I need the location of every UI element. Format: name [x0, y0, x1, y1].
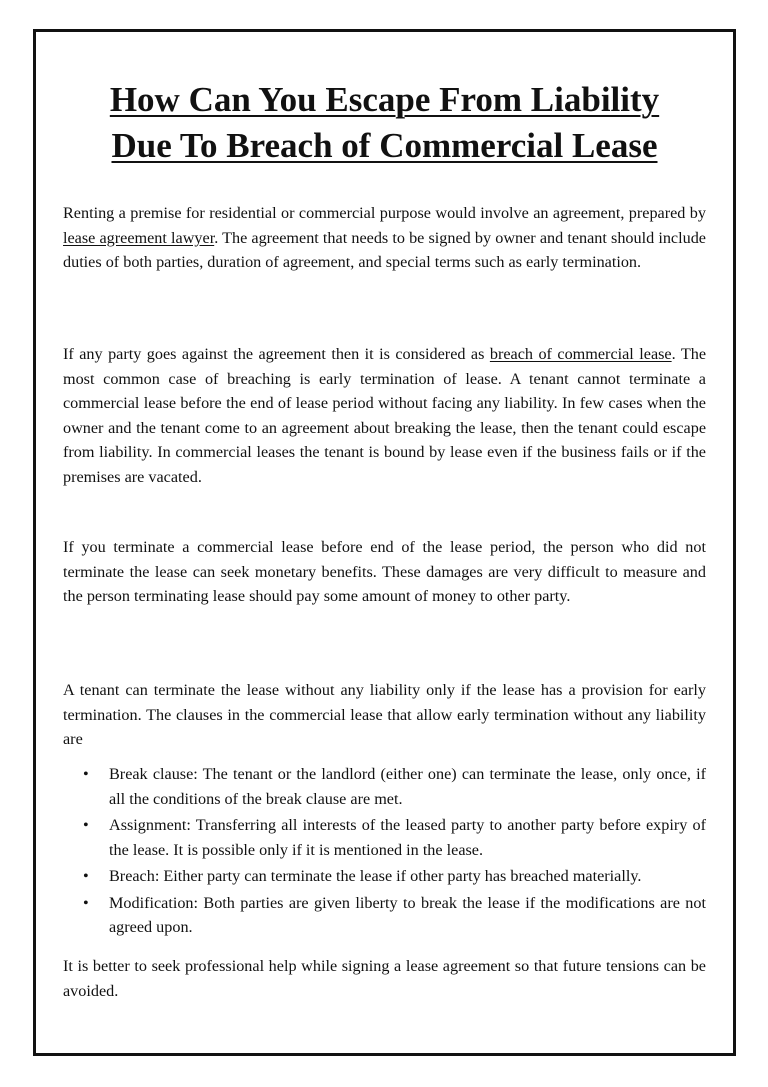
- paragraph-conclusion-text: It is better to seek professional help while signing a lease agreement so that future tensions can be avoided.: [63, 957, 706, 1000]
- paragraph-breach-text-b: . The most common case of breaching is early termination of lease. A tenant cannot terminate a commercial lease before the end of lease period without facing any liability. In few cases when the owner and the tenant come to an agreement about breaking the lease, then the tenant could escape from liability. In commercial leases the tenant is bound by lease even if the business fails or if the premises are vacated.: [63, 345, 707, 486]
- title-line-1: How Can You Escape From Liability: [109, 80, 660, 119]
- list-item-text: Assignment: Transferring all interests of the leased party to another party before expiry of the lease. It is possible only if it is mentioned in the lease.: [109, 816, 706, 859]
- bullet-icon: •: [83, 893, 89, 912]
- list-item: [63, 891, 706, 940]
- breach-of-commercial-lease-link[interactable]: breach of commercial lease: [489, 345, 672, 363]
- bullet-icon: •: [83, 816, 89, 834]
- bullet-icon: •: [83, 867, 89, 885]
- document-title: [36, 77, 733, 169]
- paragraph-termination-text: If you terminate a commercial lease before end of the lease period, the person who did not terminate the lease can seek monetary benefits. These damages are very difficult to measure and the person terminating lease should pay some amount of money to other party.: [63, 538, 706, 605]
- paragraph-intro: [63, 201, 706, 275]
- paragraph-clauses-intro: [63, 678, 706, 752]
- title-line-2: Due To Breach of Commercial Lease: [111, 126, 658, 165]
- paragraph-clauses-intro-text: A tenant can terminate the lease without any liability only if the lease has a provision for early termination. The clauses in the commercial lease that allow early termination without any liability are: [63, 681, 706, 748]
- list-item-text: Breach: Either party can terminate the lease if other party has breached materially.: [109, 867, 642, 885]
- list-item-text: Modification: Both parties are given liberty to break the lease if the modifications are not agreed upon.: [109, 893, 706, 936]
- lease-agreement-lawyer-link[interactable]: lease agreement lawyer: [63, 228, 215, 247]
- paragraph-termination: [63, 535, 706, 609]
- bullet-icon: •: [83, 765, 89, 783]
- paragraph-intro-text-b: . The agreement that needs to be signed by owner and tenant should include duties of both parties, duration of agreement, and special terms such as early termination.: [63, 228, 706, 271]
- paragraph-intro-text-a: Renting a premise for residential or commercial purpose would involve an agreement, prepared by: [63, 204, 706, 222]
- clause-list: [63, 762, 706, 942]
- list-item: [63, 762, 706, 811]
- list-item: [63, 864, 706, 889]
- list-item: [63, 813, 706, 862]
- paragraph-breach-text-a: If any party goes against the agreement then it is considered as: [63, 345, 490, 363]
- list-item-text: Break clause: The tenant or the landlord (either one) can terminate the lease, only once, if all the conditions of the break clause are met.: [109, 765, 706, 808]
- paragraph-conclusion: [63, 954, 706, 1003]
- paragraph-breach: [63, 342, 706, 489]
